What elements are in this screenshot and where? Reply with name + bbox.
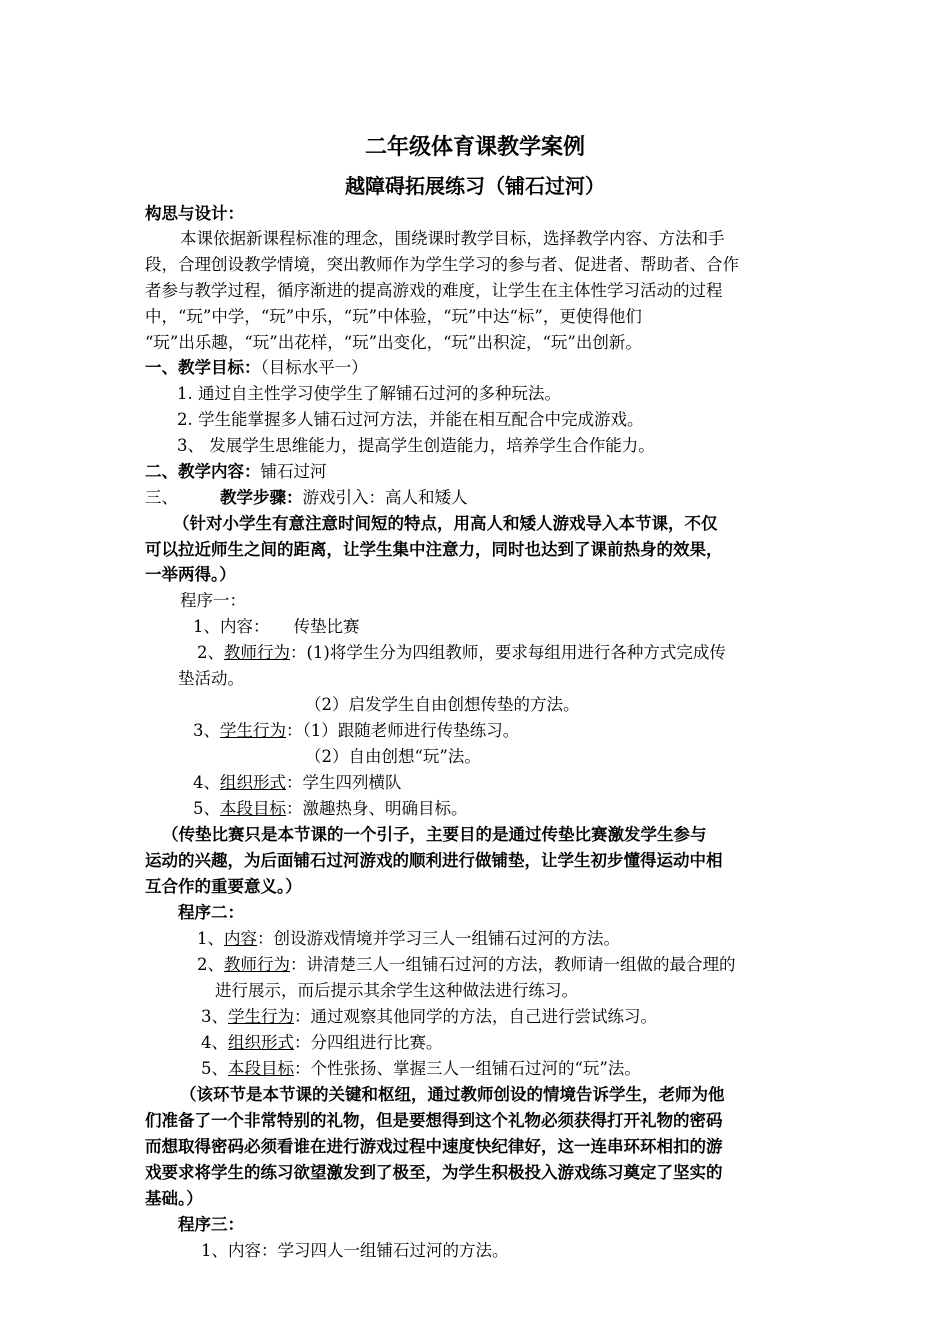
program2-content-row xyxy=(197,927,620,951)
program1-student-label: 学生行为 xyxy=(220,721,286,740)
program3-content: 1、内容：学习四人一组铺石过河的方法。 xyxy=(201,1241,509,1260)
program1-org-value: ：学生四列横队 xyxy=(286,773,402,792)
document-subtitle: 越障碍拓展练习（铺石过河） xyxy=(345,174,605,198)
goals-heading-row xyxy=(145,356,368,380)
program2-content-num: 1、 xyxy=(197,929,224,948)
program2-org-row xyxy=(201,1031,443,1055)
program1-student-num: 3、 xyxy=(193,721,220,740)
program2-goal-row xyxy=(201,1057,641,1081)
program2-student-label: 学生行为 xyxy=(228,1007,294,1026)
steps-intro: 游戏引入：高人和矮人 xyxy=(302,488,468,507)
program1-goal-row xyxy=(193,797,468,821)
design-line: 段，合理创设教学情境，突出教师作为学生学习的参与者、促进者、帮助者、合作 xyxy=(145,255,739,274)
program2-heading: 程序二： xyxy=(178,903,244,922)
goals-heading: 一、教学目标： xyxy=(145,358,261,377)
program1-content-row xyxy=(193,615,360,639)
program2-note-line: （该环节是本节课的关键和枢纽，通过教师创设的情境告诉学生，老师为他 xyxy=(180,1085,725,1104)
program1-heading: 程序一： xyxy=(180,591,246,610)
design-line: 中，“玩”中学，“玩”中乐，“玩”中体验，“玩”中达“标”，更使得他们 xyxy=(145,307,642,326)
program2-goal-label: 本段目标 xyxy=(228,1059,294,1078)
program2-note-line: 而想取得密码必须看谁在进行游戏过程中速度快纪律好，这一连串环环相扣的游 xyxy=(145,1137,723,1156)
program2-teacher-num: 2、 xyxy=(197,955,224,974)
program2-org-num: 4、 xyxy=(201,1033,228,1052)
program2-student-row xyxy=(201,1005,657,1029)
program2-org-label: 组织形式 xyxy=(228,1033,294,1052)
content-row xyxy=(145,460,327,484)
program1-teacher-label: 教师行为 xyxy=(224,643,290,662)
program2-teacher-row xyxy=(197,953,736,977)
program2-content-value: ：创设游戏情境并学习三人一组铺石过河的方法。 xyxy=(257,929,620,948)
program1-content-label: 1、内容： xyxy=(193,617,270,636)
program1-teacher-num: 2、 xyxy=(197,643,224,662)
steps-heading: 教学步骤： xyxy=(220,488,303,507)
program1-goal-value: ：激趣热身、明确目标。 xyxy=(286,799,468,818)
program2-teacher-text: ：讲清楚三人一组铺石过河的方法，教师请一组做的最合理的 xyxy=(290,955,736,974)
goal-item: 2. 学生能掌握多人铺石过河方法，并能在相互配合中完成游戏。 xyxy=(177,410,644,429)
program2-note-line: 基础。） xyxy=(145,1189,203,1208)
steps-note-line: 一举两得。） xyxy=(145,565,236,584)
content-heading: 二、教学内容： xyxy=(145,462,261,481)
document-title: 二年级体育课教学案例 xyxy=(364,135,585,160)
goal-item: 3、 发展学生思维能力，提高学生创造能力，培养学生合作能力。 xyxy=(177,436,655,455)
program1-student-row xyxy=(193,719,519,743)
goal-item: 1. 通过自主性学习使学生了解铺石过河的多种玩法。 xyxy=(177,384,561,403)
program2-teacher-text: 进行展示，而后提示其余学生这种做法进行练习。 xyxy=(215,981,578,1000)
program2-org-value: ：分四组进行比赛。 xyxy=(294,1033,443,1052)
program1-teacher-row xyxy=(197,641,726,665)
program1-student-text: ：（1）跟随老师进行传垫练习。 xyxy=(286,721,520,740)
program1-org-label: 组织形式 xyxy=(220,773,286,792)
program1-note-line: （传垫比赛只是本节课的一个引子，主要目的是通过传垫比赛激发学生参与 xyxy=(162,825,707,844)
program3-heading: 程序三： xyxy=(178,1215,244,1234)
program1-student-text: （2）自由创想“玩”法。 xyxy=(305,747,481,766)
program2-note-line: 戏要求将学生的练习欲望激发到了极至，为学生积极投入游戏练习奠定了坚实的 xyxy=(145,1163,723,1182)
program1-org-row xyxy=(193,771,402,795)
program2-goal-value: ：个性张扬、掌握三人一组铺石过河的“玩”法。 xyxy=(294,1059,641,1078)
program1-note-line: 互合作的重要意义。） xyxy=(145,877,302,896)
content-value: 铺石过河 xyxy=(260,462,327,481)
program2-content-label: 内容 xyxy=(224,929,257,948)
program1-content-value: 传垫比赛 xyxy=(293,617,360,636)
program2-note-line: 们准备了一个非常特别的礼物，但是要想得到这个礼物必须获得打开礼物的密码 xyxy=(145,1111,723,1130)
design-line: 者参与教学过程，循序渐进的提高游戏的难度，让学生在主体性学习活动的过程 xyxy=(145,281,723,300)
program1-note-line: 运动的兴趣，为后面铺石过河游戏的顺利进行做铺垫，让学生初步懂得运动中相 xyxy=(145,851,723,870)
program1-teacher-text: 垫活动。 xyxy=(178,669,244,688)
steps-note-line: （针对小学生有意注意时间短的特点，用高人和矮人游戏导入本节课，不仅 xyxy=(173,514,718,533)
design-line: “玩”出乐趣，“玩”出花样，“玩”出变化，“玩”出积淀，“玩”出创新。 xyxy=(145,333,642,352)
program2-teacher-label: 教师行为 xyxy=(224,955,290,974)
design-line: 本课依据新课程标准的理念，围绕课时教学目标，选择教学内容、方法和手 xyxy=(180,229,725,248)
program1-teacher-text: （2）启发学生自由创想传垫的方法。 xyxy=(305,695,580,714)
program1-goal-label: 本段目标 xyxy=(220,799,286,818)
program1-goal-num: 5、 xyxy=(193,799,220,818)
program2-student-value: ：通过观察其他同学的方法，自己进行尝试练习。 xyxy=(294,1007,657,1026)
program2-goal-num: 5、 xyxy=(201,1059,228,1078)
program2-student-num: 3、 xyxy=(201,1007,228,1026)
steps-note-line: 可以拉近师生之间的距离，让学生集中注意力，同时也达到了课前热身的效果， xyxy=(145,540,723,559)
steps-row xyxy=(145,486,468,510)
steps-number: 三、 xyxy=(145,488,178,507)
program1-teacher-text: ：(1)将学生分为四组教师，要求每组用进行各种方式完成传 xyxy=(290,643,726,662)
goals-level: （目标水平一） xyxy=(260,358,368,377)
program1-org-num: 4、 xyxy=(193,773,220,792)
design-heading: 构思与设计： xyxy=(145,204,244,223)
